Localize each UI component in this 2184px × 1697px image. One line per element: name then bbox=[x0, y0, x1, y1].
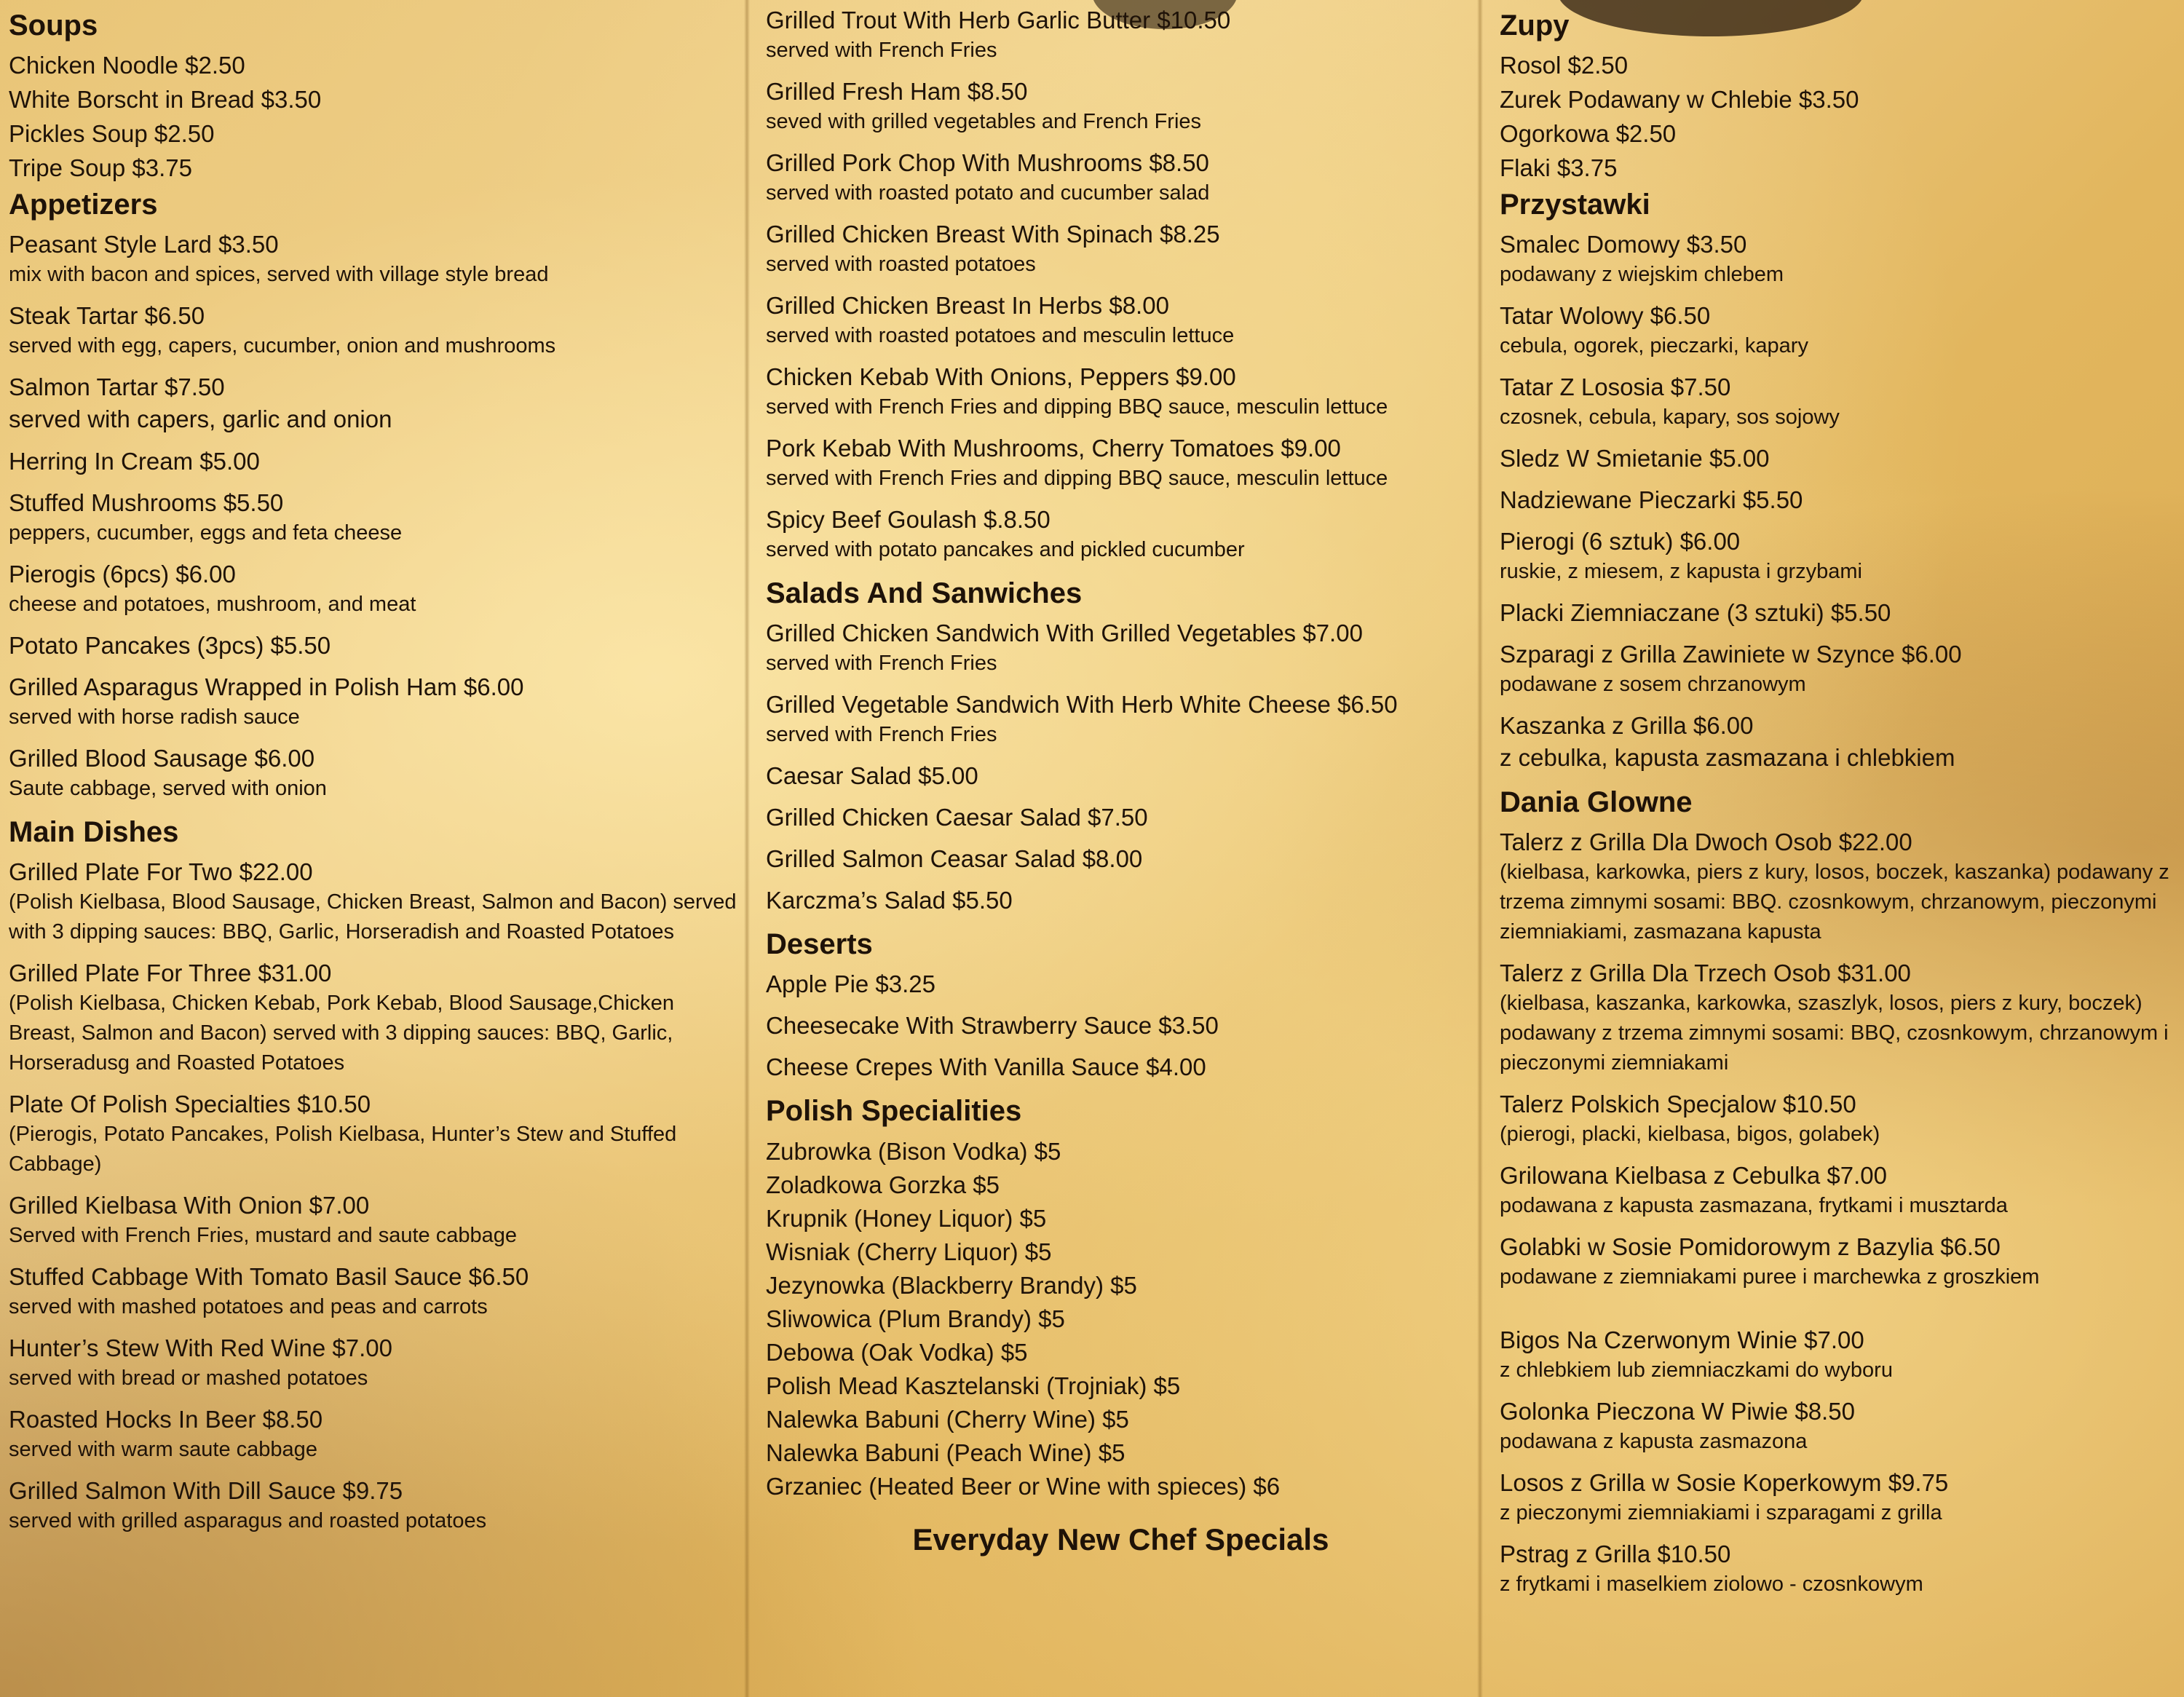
menu-item: Cheesecake With Strawberry Sauce $3.50 bbox=[766, 1012, 1219, 1039]
section-title: Salads And Sanwiches bbox=[766, 577, 1083, 609]
section-appetizers bbox=[9, 186, 737, 804]
menu-item: Grilled Chicken Caesar Salad $7.50 bbox=[766, 804, 1148, 831]
menu-item: Sliwowica (Plum Brandy) $5 bbox=[766, 1305, 1065, 1332]
menu-item: Bigos Na Czerwonym Winie $7.00 z chlebkiem lub ziemniaczkami do wyboru bbox=[1500, 1326, 1893, 1382]
menu-item: Stuffed Mushrooms $5.50 peppers, cucumber, eggs and feta cheese bbox=[9, 489, 403, 545]
menu-item: White Borscht in Bread $3.50 bbox=[9, 86, 322, 113]
menu-item: Grilled Plate For Three $31.00 (Polish Kielbasa, Chicken Kebab, Pork Kebab, Blood Sausage,Chicken Breast, Salmon and Bacon) served with 3 dipping sauces: BBQ, Garlic, Horseradusg and Roasted Potatoes bbox=[9, 960, 675, 1075]
menu-column-polish bbox=[1500, 4, 2177, 1610]
menu-item: Stuffed Cabbage With Tomato Basil Sauce $6.50 served with mashed potatoes and peas and carrots bbox=[9, 1263, 529, 1318]
section-title: Zupy bbox=[1500, 9, 1570, 41]
fold-line-left bbox=[744, 0, 750, 1697]
menu-item: Grilled Salmon Ceasar Salad $8.00 bbox=[766, 845, 1143, 872]
section-zupy bbox=[1500, 7, 2177, 183]
section-title: Deserts bbox=[766, 928, 873, 960]
menu-item: Grilled Salmon With Dill Sauce $9.75 served with grilled asparagus and roasted potatoes bbox=[9, 1477, 487, 1532]
menu-item: Spicy Beef Goulash $.8.50 served with potato pancakes and pickled cucumber bbox=[766, 506, 1245, 561]
menu-item: Nalewka Babuni (Peach Wine) $5 bbox=[766, 1439, 1125, 1466]
section-dania-glowne bbox=[1500, 784, 2177, 1599]
menu-item: Grilled Chicken Breast With Spinach $8.25 served with roasted potatoes bbox=[766, 221, 1220, 276]
menu-item: Jezynowka (Blackberry Brandy) $5 bbox=[766, 1272, 1137, 1299]
menu-item: Grilowana Kielbasa z Cebulka $7.00 podawana z kapusta zasmazana, frytkami i musztarda bbox=[1500, 1162, 2008, 1217]
menu-item: Rosol $2.50 bbox=[1500, 52, 1629, 79]
menu-item: Grilled Chicken Sandwich With Grilled Vegetables $7.00 served with French Fries bbox=[766, 620, 1363, 675]
menu-item: Pierogi (6 sztuk) $6.00 ruskie, z miesem, z kapusta i grzybami bbox=[1500, 528, 1862, 583]
menu-item: Tatar Z Lososia $7.50 czosnek, cebula, kapary, sos sojowy bbox=[1500, 373, 1840, 429]
menu-item: Polish Mead Kasztelanski (Trojniak) $5 bbox=[766, 1372, 1181, 1399]
menu-item: Grilled Trout With Herb Garlic Butter $10.50 served with French Fries bbox=[766, 7, 1231, 62]
menu-item: Placki Ziemniaczane (3 sztuki) $5.50 bbox=[1500, 599, 1891, 626]
section-title: Polish Specialities bbox=[766, 1095, 1022, 1127]
fold-line-right bbox=[1477, 0, 1483, 1697]
spacer bbox=[1500, 1302, 2177, 1324]
menu-item: Pickles Soup $2.50 bbox=[9, 120, 215, 147]
menu-item: Pierogis (6pcs) $6.00 cheese and potatoes, mushroom, and meat bbox=[9, 561, 416, 616]
menu-column-english-2 bbox=[766, 4, 1476, 1557]
menu-item: Losos z Grilla w Sosie Koperkowym $9.75 z pieczonymi ziemniakiami i szparagami z grilla bbox=[1500, 1469, 1949, 1524]
menu-item: Kaszanka z Grilla $6.00 z cebulka, kapusta zasmazana i chlebkiem bbox=[1500, 712, 1955, 771]
menu-item: Grilled Vegetable Sandwich With Herb White Cheese $6.50 served with French Fries bbox=[766, 691, 1398, 746]
menu-item: Grzaniec (Heated Beer or Wine with spieces) $6 bbox=[766, 1473, 1281, 1500]
menu-item: Talerz z Grilla Dla Trzech Osob $31.00 (kielbasa, kaszanka, karkowka, szaszlyk, losos, piers z kury, boczek) podawany z trzema zimnymi sosami: BBQ, czosnkowym, chrzanowym i pieczonymi ziemniakami bbox=[1500, 960, 2169, 1075]
menu-item: Grilled Chicken Breast In Herbs $8.00 served with roasted potatoes and mesculin lettuce bbox=[766, 292, 1235, 347]
menu-item: Chicken Noodle $2.50 bbox=[9, 52, 245, 79]
section-title: Main Dishes bbox=[9, 816, 179, 848]
section-title: Dania Glowne bbox=[1500, 786, 1693, 818]
menu-item: Ogorkowa $2.50 bbox=[1500, 120, 1677, 147]
section-main-dishes-continued bbox=[766, 4, 1476, 565]
menu-item: Grilled Plate For Two $22.00 (Polish Kielbasa, Blood Sausage, Chicken Breast, Salmon and Bacon) served with 3 dipping sauces: BBQ, Garlic, Horseradish and Roasted Potatoes bbox=[9, 858, 737, 944]
menu-item: Karczma’s Salad $5.50 bbox=[766, 887, 1013, 914]
menu-item: Talerz z Grilla Dla Dwoch Osob $22.00 (kielbasa, karkowka, piers z kury, losos, boczek, kaszanka) podawany z trzema zimnymi sosami: BBQ. czosnkowym, chrzanowym, pieczonymi ziemniakiami, zasmazana kapusta bbox=[1500, 828, 2169, 944]
section-title: Soups bbox=[9, 9, 98, 41]
menu-item: Plate Of Polish Specialties $10.50 (Pierogis, Potato Pancakes, Polish Kielbasa, Hunter’s Stew and Stuffed Cabbage) bbox=[9, 1091, 677, 1176]
section-deserts bbox=[766, 926, 1476, 1083]
menu-item: Grilled Pork Chop With Mushrooms $8.50 served with roasted potato and cucumber salad bbox=[766, 149, 1210, 205]
section-title: Przystawki bbox=[1500, 189, 1650, 221]
menu-item: Sledz W Smietanie $5.00 bbox=[1500, 445, 1770, 472]
menu-item: Herring In Cream $5.00 bbox=[9, 448, 260, 475]
menu-item: Grilled Kielbasa With Onion $7.00 Served with French Fries, mustard and saute cabbage bbox=[9, 1192, 517, 1247]
menu-item: Nalewka Babuni (Cherry Wine) $5 bbox=[766, 1406, 1129, 1433]
menu-item: Peasant Style Lard $3.50 mix with bacon and spices, served with village style bread bbox=[9, 231, 549, 286]
menu-item: Pstrag z Grilla $10.50 z frytkami i maselkiem ziolowo - czosnkowym bbox=[1500, 1540, 1923, 1596]
menu-item: Grilled Blood Sausage $6.00 Saute cabbage, served with onion bbox=[9, 745, 327, 800]
menu-item: Debowa (Oak Vodka) $5 bbox=[766, 1339, 1028, 1366]
menu-item: Salmon Tartar $7.50 served with capers, garlic and onion bbox=[9, 373, 392, 432]
menu-item: Flaki $3.75 bbox=[1500, 154, 1618, 181]
menu-item: Zoladkowa Gorzka $5 bbox=[766, 1171, 1000, 1198]
section-polish-specialities bbox=[766, 1093, 1476, 1503]
menu-item: Nadziewane Pieczarki $5.50 bbox=[1500, 486, 1803, 513]
menu-item: Tatar Wolowy $6.50 cebula, ogorek, pieczarki, kapary bbox=[1500, 302, 1808, 357]
menu-item: Golabki w Sosie Pomidorowym z Bazylia $6.50 podawane z ziemniakami puree i marchewka z groszkiem bbox=[1500, 1233, 2040, 1289]
menu-item: Zubrowka (Bison Vodka) $5 bbox=[766, 1138, 1061, 1165]
menu-item: Hunter’s Stew With Red Wine $7.00 served with bread or mashed potatoes bbox=[9, 1334, 393, 1390]
menu-item: Cheese Crepes With Vanilla Sauce $4.00 bbox=[766, 1053, 1206, 1080]
menu-item: Golonka Pieczona W Piwie $8.50 podawana z kapusta zasmazona bbox=[1500, 1398, 1855, 1453]
menu-item: Szparagi z Grilla Zawiniete w Szynce $6.00 podawane z sosem chrzanowym bbox=[1500, 641, 1962, 696]
section-title: Appetizers bbox=[9, 189, 158, 221]
chef-specials-banner: Everyday New Chef Specials bbox=[912, 1522, 1329, 1556]
menu-item: Wisniak (Cherry Liquor) $5 bbox=[766, 1238, 1052, 1265]
menu-item: Grilled Fresh Ham $8.50 seved with grilled vegetables and French Fries bbox=[766, 78, 1202, 133]
section-soups bbox=[9, 7, 737, 183]
section-przystawki bbox=[1500, 186, 2177, 774]
menu-item: Zurek Podawany w Chlebie $3.50 bbox=[1500, 86, 1859, 113]
menu-item: Grilled Asparagus Wrapped in Polish Ham $6.00 served with horse radish sauce bbox=[9, 673, 524, 729]
menu-item: Krupnik (Honey Liquor) $5 bbox=[766, 1205, 1047, 1232]
menu-item: Steak Tartar $6.50 served with egg, capers, cucumber, onion and mushrooms bbox=[9, 302, 556, 357]
menu-column-english-1 bbox=[9, 4, 737, 1546]
section-main-dishes bbox=[9, 814, 737, 1536]
menu-item: Tripe Soup $3.75 bbox=[9, 154, 192, 181]
menu-item: Roasted Hocks In Beer $8.50 served with warm saute cabbage bbox=[9, 1406, 323, 1461]
menu-item: Smalec Domowy $3.50 podawany z wiejskim chlebem bbox=[1500, 231, 1784, 286]
section-salads bbox=[766, 575, 1476, 916]
menu-item: Caesar Salad $5.00 bbox=[766, 762, 978, 789]
menu-item: Pork Kebab With Mushrooms, Cherry Tomatoes $9.00 served with French Fries and dipping BBQ sauce, mesculin lettuce bbox=[766, 435, 1388, 490]
menu-item: Apple Pie $3.25 bbox=[766, 970, 936, 997]
menu-item: Potato Pancakes (3pcs) $5.50 bbox=[9, 632, 331, 659]
menu-item: Chicken Kebab With Onions, Peppers $9.00 served with French Fries and dipping BBQ sauce, mesculin lettuce bbox=[766, 363, 1388, 419]
menu-item: Talerz Polskich Specjalow $10.50 (pierogi, placki, kielbasa, bigos, golabek) bbox=[1500, 1091, 1880, 1146]
